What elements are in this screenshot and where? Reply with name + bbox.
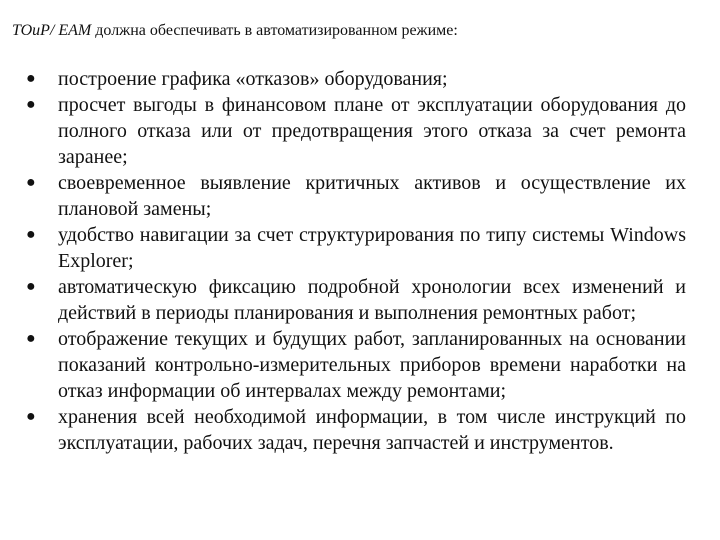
list-item-text: хранения всей необходимой информации, в том числе инструкций по эксплуатации, рабочих задач, перечня запчастей и инструментов. bbox=[58, 406, 686, 454]
list-item bbox=[24, 92, 686, 170]
list-item bbox=[24, 404, 686, 456]
list-item bbox=[24, 326, 686, 404]
list-item bbox=[24, 274, 686, 326]
page-heading bbox=[12, 22, 458, 40]
list-item-text: отображение текущих и будущих работ, запланированных на основании показаний контрольно-измерительных приборов времени наработки на отказ информации об интервалах между ремонтами; bbox=[58, 328, 686, 402]
requirements-list bbox=[24, 66, 686, 456]
list-item-text: своевременное выявление критичных активов и осуществление их плановой замены; bbox=[58, 172, 686, 220]
bullet-dot-icon: ● bbox=[26, 408, 36, 425]
list-item-text: удобство навигации за счет структурирования по типу системы Windows Explorer; bbox=[58, 224, 686, 272]
bullet-dot-icon: ● bbox=[26, 70, 36, 87]
heading-text: должна обеспечивать в автоматизированном режиме: bbox=[91, 22, 458, 39]
list-item-text: автоматическую фиксацию подробной хронологии всех изменений и действий в периоды планирования и выполнения ремонтных работ; bbox=[58, 276, 686, 324]
list-item-text: просчет выгоды в финансовом плане от эксплуатации оборудования до полного отказа или от предотвращения этого отказа за счет ремонта заранее; bbox=[58, 94, 686, 168]
list-item bbox=[24, 222, 686, 274]
system-name: TOuP/ EAM bbox=[12, 22, 92, 39]
list-item-text: построение графика «отказов» оборудования; bbox=[58, 68, 448, 90]
list-item bbox=[24, 170, 686, 222]
bullet-dot-icon: ● bbox=[26, 174, 36, 191]
bullet-dot-icon: ● bbox=[26, 278, 36, 295]
bullet-dot-icon: ● bbox=[26, 330, 36, 347]
list-item bbox=[24, 66, 686, 92]
bullet-dot-icon: ● bbox=[26, 96, 36, 113]
bullet-dot-icon: ● bbox=[26, 226, 36, 243]
